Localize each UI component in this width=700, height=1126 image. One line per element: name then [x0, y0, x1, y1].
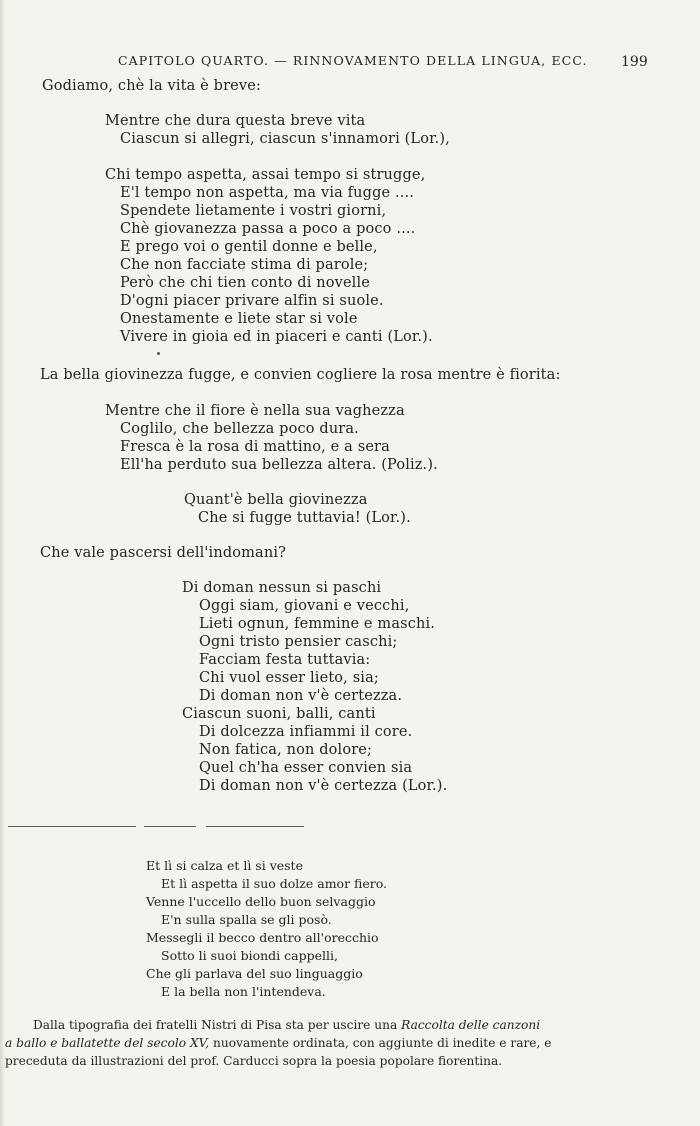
- verse-line: Ciascun suoni, balli, canti: [182, 706, 376, 722]
- verse-line: Lieti ognun, femmine e maschi.: [199, 616, 436, 632]
- footnote-verse: E'n sulla spalla se gli posò.: [161, 912, 332, 927]
- footnote-note-line: preceduta da illustrazioni del prof. Carducci sopra la poesia popolare fiorentina.: [5, 1054, 503, 1068]
- verse-line: Coglilo, che bellezza poco dura.: [120, 421, 359, 437]
- verse-line: Mentre che dura questa breve vita: [105, 113, 366, 129]
- verse-line: Di doman nessun si paschi: [182, 580, 382, 596]
- footnote-verse: Sotto li suoi biondi cappelli,: [161, 948, 338, 963]
- verse-line: Però che chi tien conto di novelle: [120, 275, 370, 291]
- intro-line: La bella giovinezza fugge, e convien cogliere la rosa mentre è fiorita:: [40, 367, 561, 383]
- footnote-note-title: a ballo e ballatette del secolo XV,: [5, 1036, 210, 1050]
- footnote-rule: [206, 826, 304, 827]
- verse-line: Ogni tristo pensier caschi;: [199, 634, 398, 650]
- verse-line: Vivere in gioia ed in piaceri e canti (Lor.).: [120, 329, 433, 345]
- footnote-verse: Et lì si calza et lì si veste: [146, 858, 303, 873]
- footnote-verse: Et lì aspetta il suo dolze amor fiero.: [161, 876, 388, 891]
- verse-line: Che non facciate stima di parole;: [120, 257, 369, 273]
- verse-line: Mentre che il fiore è nella sua vaghezza: [105, 403, 405, 419]
- verse-line: Di doman non v'è certezza.: [199, 688, 403, 704]
- verse-line: Quant'è bella giovinezza: [184, 492, 368, 508]
- verse-line: Chi vuol esser lieto, sia;: [199, 670, 379, 686]
- running-title: CAPITOLO QUARTO. — RINNOVAMENTO DELLA LINGUA, ECC.: [118, 53, 588, 68]
- intro-line: Godiamo, chè la vita è breve:: [42, 78, 262, 94]
- verse-line: Spendete lietamente i vostri giorni,: [120, 203, 387, 219]
- verse-line: Non fatica, non dolore;: [199, 742, 373, 758]
- footnote-note-text: nuovamente ordinata, con aggiunte di inedite e rare, e: [209, 1036, 552, 1050]
- verse-line: Quel ch'ha esser convien sia: [199, 760, 413, 776]
- page-number: 199: [621, 54, 648, 70]
- footnote-verse: Che gli parlava del suo linguaggio: [146, 966, 363, 981]
- verse-line: E prego voi o gentil donne e belle,: [120, 239, 378, 255]
- verse-line: E'l tempo non aspetta, ma via fugge ....: [120, 185, 415, 201]
- footnote-note-line: [5, 1037, 551, 1049]
- footnote-note-text: Dalla tipografia dei fratelli Nistri di Pisa sta per uscire una: [33, 1018, 402, 1032]
- verse-line: D'ogni piacer privare alfin si suole.: [120, 293, 384, 309]
- footnote-rule: [144, 826, 196, 827]
- footnote-rule: [8, 826, 136, 827]
- verse-line: Chè giovanezza passa a poco a poco ....: [120, 221, 416, 237]
- intro-line: Che vale pascersi dell'indomani?: [40, 545, 287, 561]
- ink-speck: [157, 352, 160, 355]
- verse-line: Di dolcezza infiammi il core.: [199, 724, 413, 740]
- footnote-verse: E la bella non l'intendeva.: [161, 984, 326, 999]
- verse-line: Ciascun si allegri, ciascun s'innamori (Lor.),: [120, 131, 450, 147]
- verse-line: Che si fugge tuttavia! (Lor.).: [198, 510, 411, 526]
- footnote-note-title: Raccolta delle canzoni: [401, 1018, 541, 1032]
- verse-line: Onestamente e liete star si vole: [120, 311, 358, 327]
- page-edge-shadow: [0, 0, 5, 1126]
- verse-line: Chi tempo aspetta, assai tempo si strugge,: [105, 167, 426, 183]
- footnote-verse: Venne l'uccello dello buon selvaggio: [146, 894, 376, 909]
- verse-line: Facciam festa tuttavia:: [199, 652, 371, 668]
- footnote-verse: Messegli il becco dentro all'orecchio: [146, 930, 379, 945]
- verse-line: Di doman non v'è certezza (Lor.).: [199, 778, 448, 794]
- footnote-note-line: [33, 1019, 540, 1031]
- verse-line: Oggi siam, giovani e vecchi,: [199, 598, 410, 614]
- verse-line: Fresca è la rosa di mattino, e a sera: [120, 439, 390, 455]
- verse-line: Ell'ha perduto sua bellezza altera. (Poliz.).: [120, 457, 438, 473]
